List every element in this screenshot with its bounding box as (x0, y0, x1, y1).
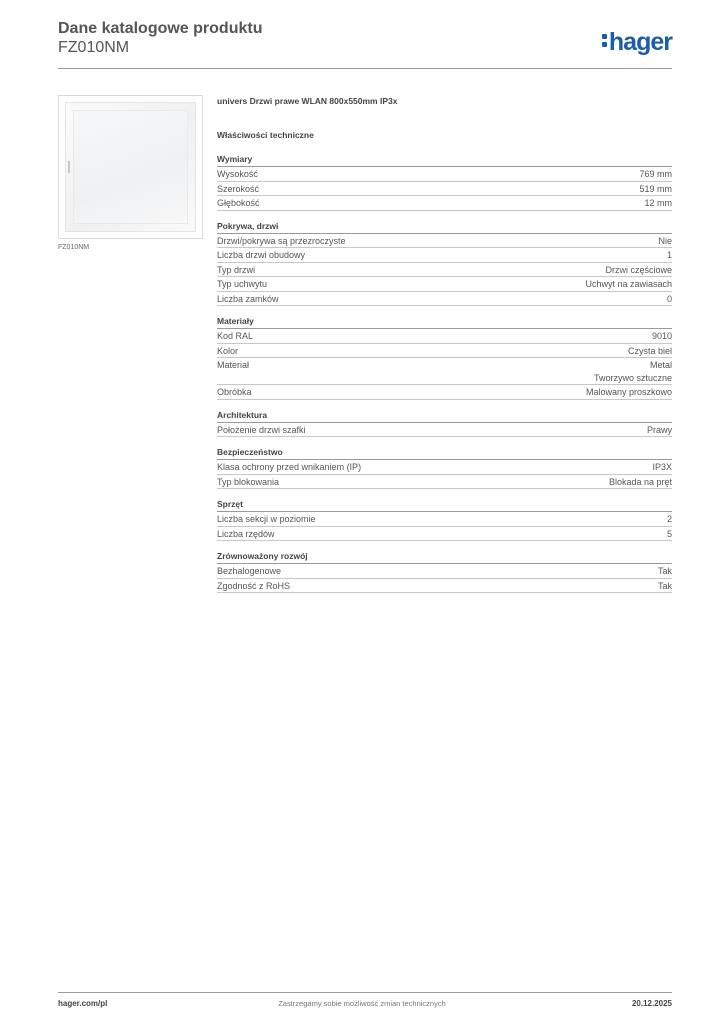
spec-value (585, 278, 672, 291)
spec-sections (217, 153, 672, 593)
logo-dots-icon (602, 34, 607, 50)
spec-row (217, 527, 672, 542)
spec-section (217, 446, 672, 489)
spec-value-line: Tak (657, 566, 672, 576)
door-handle (68, 161, 70, 173)
spec-row (217, 358, 672, 385)
spec-row (217, 475, 672, 490)
spec-value-line: Prawy (646, 424, 672, 435)
spec-value (667, 513, 672, 526)
spec-value (644, 197, 672, 210)
spec-row (217, 234, 672, 249)
spec-row (217, 344, 672, 359)
spec-value-line: Metal (649, 360, 672, 370)
spec-value (667, 249, 672, 262)
spec-label: Drzwi/pokrywa są przezroczyste (217, 235, 346, 246)
spec-value (647, 424, 672, 437)
spec-section (217, 220, 672, 307)
spec-value (586, 386, 672, 399)
spec-value (658, 565, 672, 578)
spec-value-line: 0 (666, 293, 672, 304)
spec-value-line: 2 (666, 514, 672, 524)
spec-row (217, 460, 672, 475)
spec-row (217, 292, 672, 307)
section-title: Zrównoważony rozwój (217, 550, 672, 564)
spec-value-line: Tak (657, 580, 672, 591)
spec-value-line: 519 mm (639, 183, 672, 194)
section-title: Pokrywa, drzwi (217, 220, 672, 234)
spec-label: Typ uchwytu (217, 279, 268, 289)
spec-label: Położenie drzwi szafki (217, 424, 306, 435)
spec-label: Materiał (217, 360, 250, 370)
door-glass (73, 110, 188, 224)
spec-label: Liczba sekcji w poziomie (217, 514, 316, 524)
spec-section (217, 498, 672, 541)
spec-value (594, 359, 672, 384)
spec-row (217, 182, 672, 197)
spec-value-line: Nie (658, 235, 672, 246)
spec-section (217, 315, 672, 400)
spec-value (667, 528, 672, 541)
spec-row (217, 263, 672, 278)
spec-label: Zgodność z RoHS (217, 580, 291, 591)
header-divider (58, 68, 672, 69)
section-title: Materiały (217, 315, 672, 329)
spec-row (217, 579, 672, 594)
spec-row (217, 512, 672, 527)
spec-row (217, 248, 672, 263)
product-name: univers Drzwi prawe WLAN 800x550mm IP3x (217, 96, 398, 106)
spec-label: Obróbka (217, 387, 252, 397)
hager-logo (602, 29, 672, 55)
spec-label: Klasa ochrony przed wnikaniem (IP) (217, 462, 362, 472)
spec-content (217, 96, 672, 593)
spec-value (605, 264, 672, 277)
spec-label: Typ drzwi (217, 264, 256, 275)
spec-value-line: Tworzywo sztuczne (593, 372, 672, 383)
spec-row (217, 277, 672, 292)
section-title: Bezpieczeństwo (217, 446, 672, 460)
spec-value-line: Malowany proszkowo (585, 387, 672, 397)
spec-label: Kolor (217, 345, 239, 356)
section-title: Sprzęt (217, 498, 672, 512)
spec-value-line: 1 (666, 250, 672, 260)
spec-row (217, 385, 672, 400)
spec-section (217, 409, 672, 438)
spec-value-line: 9010 (651, 331, 672, 341)
spec-value-line: 769 mm (639, 169, 672, 179)
spec-label: Bezhalogenowe (217, 566, 282, 576)
product-image (58, 95, 203, 239)
spec-value-line: Drzwi częściowe (605, 264, 672, 275)
spec-label: Szerokość (217, 183, 260, 194)
spec-value-line: Blokada na pręt (608, 476, 672, 487)
spec-value-line: 5 (666, 528, 672, 539)
footer-website: hager.com/pl (58, 999, 108, 1008)
spec-row (217, 329, 672, 344)
logo-text: hager (608, 28, 672, 56)
footer-date: 20.12.2025 (631, 999, 672, 1008)
spec-label: Liczba rzędów (217, 528, 275, 539)
page-title: Dane katalogowe produktu (58, 20, 263, 37)
spec-value-line: 12 mm (644, 198, 672, 208)
section-title: Wymiary (217, 153, 672, 167)
spec-row (217, 167, 672, 182)
spec-value (667, 293, 672, 306)
spec-section (217, 550, 672, 593)
spec-label: Głębokość (217, 198, 260, 208)
spec-value-line: IP3X (652, 462, 672, 472)
image-caption: FZ010NM (58, 244, 90, 251)
spec-value (639, 168, 672, 181)
product-code: FZ010NM (58, 39, 130, 56)
spec-label: Kod RAL (217, 331, 254, 341)
spec-value (658, 235, 672, 248)
spec-value (639, 183, 672, 196)
spec-value-line: Czysta biel (627, 345, 672, 356)
spec-label: Liczba zamków (217, 293, 279, 304)
spec-value (652, 461, 672, 474)
spec-label: Liczba drzwi obudowy (217, 250, 306, 260)
spec-label: Wysokość (217, 169, 258, 179)
spec-section (217, 153, 672, 211)
tech-heading: Właściwości techniczne (217, 130, 314, 140)
spec-value (652, 330, 672, 343)
footer-divider (58, 992, 672, 993)
spec-row (217, 564, 672, 579)
spec-value-line: Uchwyt na zawiasach (585, 279, 672, 289)
spec-value (658, 580, 672, 593)
spec-value (628, 345, 672, 358)
spec-value (609, 476, 672, 489)
spec-row (217, 423, 672, 438)
footer-disclaimer: Zastrzegamy sobie możliwość zmian technicznych (278, 999, 446, 1008)
spec-row (217, 196, 672, 211)
section-title: Architektura (217, 409, 672, 423)
door-panel (65, 102, 196, 232)
spec-label: Typ blokowania (217, 476, 280, 487)
